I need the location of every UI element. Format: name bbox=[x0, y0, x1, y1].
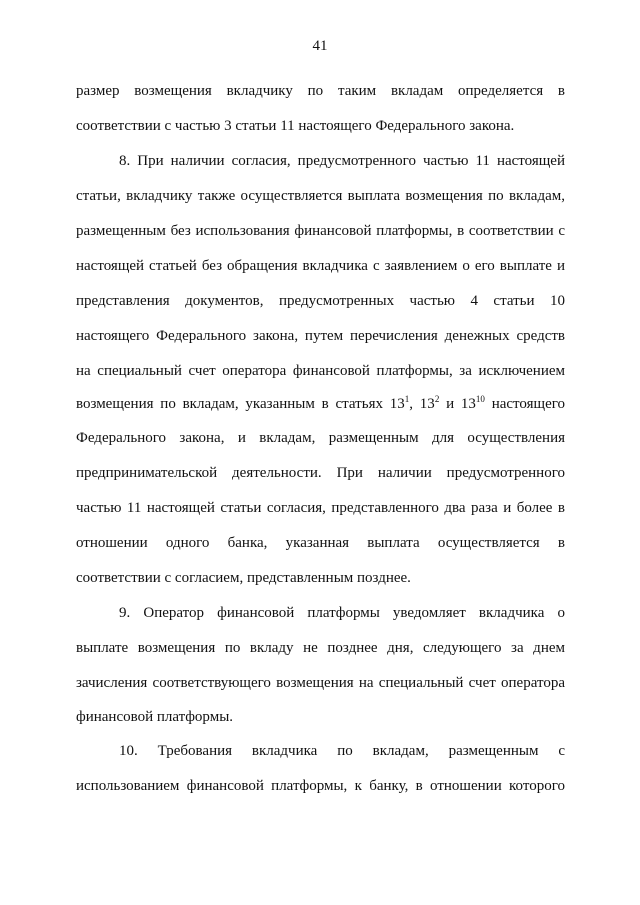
text-line: размещенным без использования финансовой платформы, в соответствии с bbox=[76, 223, 565, 239]
text-segment: и 13 bbox=[439, 396, 476, 412]
text-line: соответствии с частью 3 статьи 11 настоящего Федерального закона. bbox=[76, 118, 515, 134]
text-line: отношении одного банка, указанная выплата осуществляется в bbox=[76, 535, 565, 551]
superscript: 2 bbox=[434, 394, 440, 404]
text-line: представления документов, предусмотренных частью 4 статьи 10 bbox=[76, 293, 565, 309]
text-line: выплате возмещения по вкладу не позднее дня, следующего за днем bbox=[76, 640, 565, 656]
text-line: статьи, вкладчику также осуществляется выплата возмещения по вкладам, bbox=[76, 188, 565, 204]
text-segment: , 13 bbox=[409, 396, 435, 412]
paragraph-9-first-line: 9. Оператор финансовой платформы уведомляет вкладчика о bbox=[119, 605, 565, 621]
text-line: размер возмещения вкладчику по таким вкладам определяется в bbox=[76, 83, 565, 99]
text-line: частью 11 настоящей статьи согласия, представленного два раза и более в bbox=[76, 500, 565, 516]
text-line: соответствии с согласием, представленным позднее. bbox=[76, 570, 411, 586]
superscript: 10 bbox=[475, 394, 485, 404]
text-line: настоящей статьей без обращения вкладчика с заявлением о его выплате и bbox=[76, 258, 565, 274]
text-line-with-superscripts bbox=[76, 393, 565, 415]
text-segment: настоящего bbox=[484, 396, 566, 412]
text-line: предпринимательской деятельности. При наличии предусмотренного bbox=[76, 465, 565, 481]
page-number: 41 bbox=[312, 38, 328, 54]
paragraph-8-first-line: 8. При наличии согласия, предусмотренного частью 11 настоящей bbox=[119, 153, 565, 169]
paragraph-10-first-line: 10. Требования вкладчика по вкладам, размещенным с bbox=[119, 743, 565, 759]
text-line: использованием финансовой платформы, к банку, в отношении которого bbox=[76, 778, 565, 794]
superscript: 1 bbox=[404, 394, 410, 404]
text-line: на специальный счет оператора финансовой платформы, за исключением bbox=[76, 363, 565, 379]
text-line: зачисления соответствующего возмещения на специальный счет оператора bbox=[76, 675, 565, 691]
text-line: настоящего Федерального закона, путем перечисления денежных средств bbox=[76, 328, 565, 344]
text-line: финансовой платформы. bbox=[76, 709, 234, 725]
text-segment: возмещения по вкладам, указанным в статьях 13 bbox=[76, 396, 405, 412]
text-line: Федерального закона, и вкладам, размещенным для осуществления bbox=[76, 430, 565, 446]
